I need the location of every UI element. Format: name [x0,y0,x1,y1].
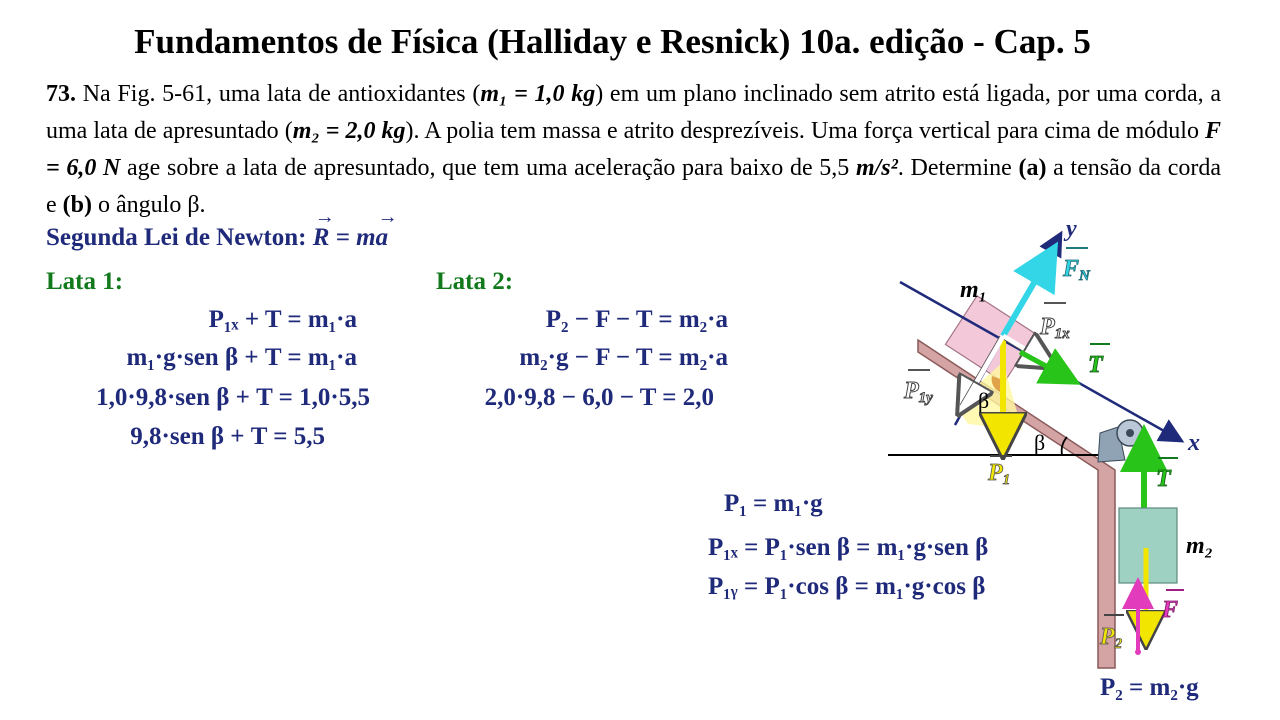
lata2-title: Lata 2: [436,268,514,295]
part-a: (a) [1018,155,1047,181]
weight-equation: P₁ₓ = P₁·sen β = m₁·g·sen β [708,534,989,561]
p1y-label: P1y [904,378,933,406]
pulley-axle [1126,429,1134,437]
beta-label: β [1034,430,1046,455]
m1-label: m₁ [960,277,988,303]
mass-1: m₁ = 1,0 kg [480,81,596,107]
weight-equation: P₁ᵧ = P₁·cos β = m₁·g·cos β [708,573,986,600]
force-value: F = 6,0 N [46,118,1222,181]
newton-law [46,224,388,252]
lata1-equation: 1,0·9,8·sen β + T = 1,0·5,5 [96,384,370,411]
mass-2: m₂ = 2,0 kg [292,118,406,144]
beta-block-label: β [978,388,990,413]
lata2-equation: m₂·g − F − T = m₂·a [519,344,728,371]
tension-1-arrow [1020,352,1072,380]
tension-1-label: T [1088,352,1103,378]
normal-force-label: FN [1063,256,1090,284]
lata2-equation: P₂ − F − T = m₂·a [545,306,728,333]
accel-unit: m/s² [855,155,898,181]
lata1-equation: m₁·g·sen β + T = m₁·a [126,344,357,371]
problem-text: age sobre a lata de apresuntado, que tem uma aceleração para baixo de 5,5 [120,155,856,181]
x-axis-label: x [1188,430,1200,456]
weight-p2-label: P2 [1100,624,1123,652]
weight-p1-label: P1 [988,460,1011,488]
force-f-label: F [1162,597,1179,623]
force-f-origin [1135,649,1141,655]
incline-figure [870,210,1270,680]
part-b: (b) [62,192,92,218]
p2-equation: P₂ = m₂·g [1100,674,1199,701]
newton-eq: = m [329,224,376,251]
problem-text: Na Fig. 5-61, uma lata de antioxidantes ( [76,81,481,107]
problem-text: ). A polia tem massa e atrito desprezíveis. Uma força vertical para cima de módulo [405,118,1205,144]
vector-R: → R [313,224,330,252]
p1x-label: P1x [1040,314,1070,342]
incline-plane [918,340,1115,668]
weight-equation: P₁ = m₁·g [724,490,823,517]
m2-label: m₂ [1186,533,1214,559]
lata1-equation: 9,8·sen β + T = 5,5 [130,423,325,450]
problem-number: 73. [46,81,76,107]
page-title: Fundamentos de Física (Halliday e Resnick) 10a. edição - Cap. 5 [134,22,1091,61]
lata1-equation: P₁ₓ + T = m₁·a [208,306,357,333]
vector-a: → a [376,224,389,252]
newton-label: Segunda Lei de Newton: [46,224,313,251]
problem-statement [46,76,1221,224]
lata1-title: Lata 1: [46,268,124,295]
problem-text: a tensão da corda e [46,155,1222,218]
lata2-equation: 2,0·9,8 − 6,0 − T = 2,0 [484,384,714,411]
tension-2-label: T [1156,466,1171,492]
problem-text: o ângulo β. [92,192,206,218]
problem-text: ) em um plano inclinado sem atrito está ligada, por uma corda, a uma lata de apresuntado ( [46,81,1221,144]
problem-text: . Determine [897,155,1019,181]
y-axis-label: y [1066,216,1077,242]
